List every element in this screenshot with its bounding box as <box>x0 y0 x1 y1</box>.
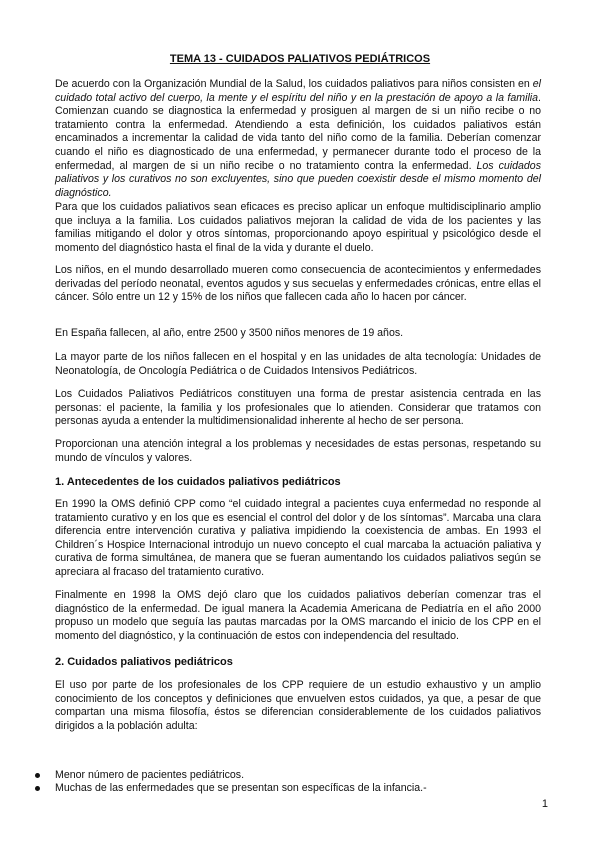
list-item <box>35 769 555 782</box>
section-2-paragraph: El uso por parte de los profesionales de los CPP requiere de un estudio exhaustivo y un amplio conocimiento de los conceptos y definiciones que envuelven estos cuidados, ya que, a pesar de que compartan una misma filosofía, éstos se diferencian considerablemente de los cuidados paliativos dirigidos a la población adulta: <box>55 679 541 732</box>
page-number: 1 <box>541 798 548 810</box>
list-item-text: Menor número de pacientes pediátricos. <box>55 769 245 781</box>
list-item-text: Muchas de las enfermedades que se presentan son específicas de la infancia.- <box>55 782 427 794</box>
intro-paragraph <box>55 78 541 200</box>
paragraph-integral-care: Proporcionan una atención integral a los problemas y necesidades de estas personas, respetando su mundo de vínculos y valores. <box>55 438 541 464</box>
section-2-heading: 2. Cuidados paliativos pediátricos <box>55 656 233 668</box>
paragraph-spain-deaths: En España fallecen, al año, entre 2500 y 3500 niños menores de 19 años. <box>55 327 404 339</box>
intro-text-2: . Comienzan cuando se diagnostica la enfermedad y prosiguen al margen de si un niño recibe o no tratamiento contra la enfermedad. Atendiendo a esta definición, los cuidados paliativos están encaminados a incrementar la calidad de vida tanto del niño como de la familia. Deberían comenzar cuando el niño es diagnosticado de una enfermedad, y permanecer durante todo el proceso de la enfermedad, al margen de si un niño recibe o no tratamiento contra la enfermedad. <box>55 91 541 172</box>
document-title: TEMA 13 - CUIDADOS PALIATIVOS PEDIÁTRICOS <box>169 53 431 65</box>
intro-text-1: De acuerdo con la Organización Mundial de la Salud, los cuidados paliativos para niños consisten en <box>55 78 533 90</box>
paragraph-hospital-units: La mayor parte de los niños fallecen en el hospital y en las unidades de alta tecnología: Unidades de Neonatología, de Oncología Pediátrica o de Cuidados Intensivos Pediátricos. <box>55 351 541 377</box>
paragraph-child-mortality: Los niños, en el mundo desarrollado mueren como consecuencia de acontecimientos y enfermedades derivadas del período neonatal, eventos agudos y sus secuelas y enfermedades crónicas, entre ellas el cáncer. Sólo entre un 12 y 15% de los niños que fallecen cada año lo hacen por cáncer. <box>55 264 541 304</box>
section-1-paragraph-history: En 1990 la OMS definió CPP como “el cuidado integral a pacientes cuya enfermedad no responde al tratamiento curativo y en los que es esencial el control del dolor y de los síntomas”. Marcaba una clara diferencia entre intervención curativa y paliativa impidiendo la coexistencia de ambas. En 1993 el Children´s Hospice Internacional introdujo un nuevo concepto el cual marcaba la actuación paliativa y curativa de forma simultánea, de manera que se fueran aumentando los cuidados paliativos según se apreciara al fracaso del tratamiento curativo. <box>55 498 541 578</box>
section-2-bullet-list <box>35 769 555 795</box>
bullet-icon <box>35 773 40 778</box>
section-1-heading: 1. Antecedentes de los cuidados paliativos pediátricos <box>55 476 341 488</box>
paragraph-person-centered: Los Cuidados Paliativos Pediátricos constituyen una forma de prestar asistencia centrada en las personas: el paciente, la familia y los profesionales que lo atienden. Considerar que tratamos con personas ayuda a entender la multidimensionalidad inherente al hecho de ser persona. <box>55 388 541 428</box>
paragraph-multidisciplinary: Para que los cuidados paliativos sean eficaces es preciso aplicar un enfoque multidisciplinario amplio que incluya a la familia. Los cuidados paliativos mejoran la calidad de vida de los pacientes y las familias mitigando el dolor y otros síntomas, proporcionando apoyo espiritual y psicológico desde el momento del diagnóstico hasta el final de la vida y durante el duelo. <box>55 201 541 254</box>
intro-italic-conclusion: Los cuidados paliativos y los curativos no son excluyentes, sino que pueden coexistir desde el mismo momento del diagnóstico. <box>55 159 541 199</box>
section-1-paragraph-1998: Finalmente en 1998 la OMS dejó claro que los cuidados paliativos deberían comenzar tras el diagnóstico de la enfermedad. De igual manera la Academia Americana de Pediatría en el año 2000 propuso un modelo que seguía las pautas marcadas por la OMS marcando el inicio de los CPP en el momento del diagnóstico, y la continuación de estos con independencia del resultado. <box>55 589 541 642</box>
intro-italic-definition: el cuidado total activo del cuerpo, la mente y el espíritu del niño y en la prestación de apoyo a la familia <box>55 78 541 104</box>
list-item <box>35 782 555 795</box>
bullet-icon <box>35 786 40 791</box>
